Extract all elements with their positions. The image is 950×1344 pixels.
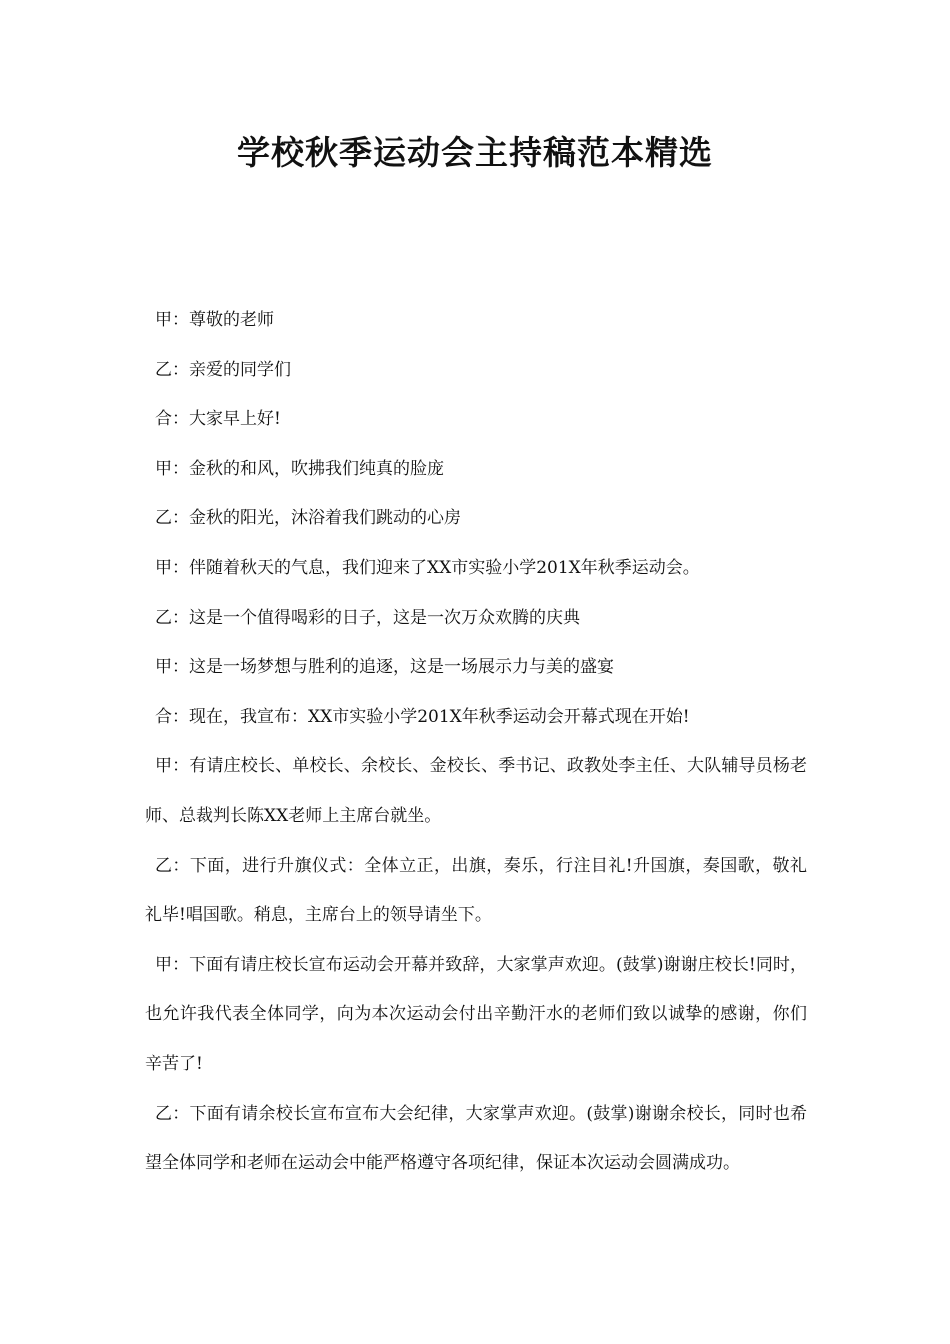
paragraph: 乙：金秋的阳光，沐浴着我们跳动的心房 <box>155 508 461 529</box>
paragraph: 甲：这是一场梦想与胜利的追逐，这是一场展示力与美的盛宴 <box>155 657 614 678</box>
paragraph: 乙：亲爱的同学们 <box>155 359 291 380</box>
paragraph: 甲：伴随着秋天的气息，我们迎来了XX市实验小学201X年秋季运动会。 <box>155 557 700 578</box>
paragraph: 甲：金秋的和风，吹拂我们纯真的脸庞 <box>155 458 444 479</box>
document-body <box>145 296 807 1189</box>
paragraph: 甲：尊敬的老师 <box>155 310 274 330</box>
paragraph: 甲：下面有请庄校长宣布运动会开幕并致辞，大家掌声欢迎。(鼓掌)谢谢庄校长!同时，也允许我代表全体同学，向为本次运动会付出辛勤汗水的老师们致以诚挚的感谢，你们辛苦了! <box>145 954 807 1074</box>
paragraph: 合：现在，我宣布：XX市实验小学201X年秋季运动会开幕式现在开始! <box>155 706 690 727</box>
paragraph: 甲：有请庄校长、单校长、余校长、金校长、季书记、政教处李主任、大队辅导员杨老师、总裁判长陈XX老师上主席台就坐。 <box>145 756 807 826</box>
paragraph: 乙：这是一个值得喝彩的日子，这是一次万众欢腾的庆典 <box>155 607 580 628</box>
paragraph: 乙：下面，进行升旗仪式：全体立正，出旗，奏乐，行注目礼!升国旗，奏国歌，敬礼 礼毕!唱国歌。稍息，主席台上的领导请坐下。 <box>145 855 807 926</box>
paragraph: 合：大家早上好! <box>155 409 281 430</box>
document-title: 学校秋季运动会主持稿范本精选 <box>237 133 713 172</box>
paragraph: 乙：下面有请余校长宣布宣布大会纪律，大家掌声欢迎。(鼓掌)谢谢余校长，同时也希望全体同学和老师在运动会中能严格遵守各项纪律，保证本次运动会圆满成功。 <box>145 1103 807 1174</box>
